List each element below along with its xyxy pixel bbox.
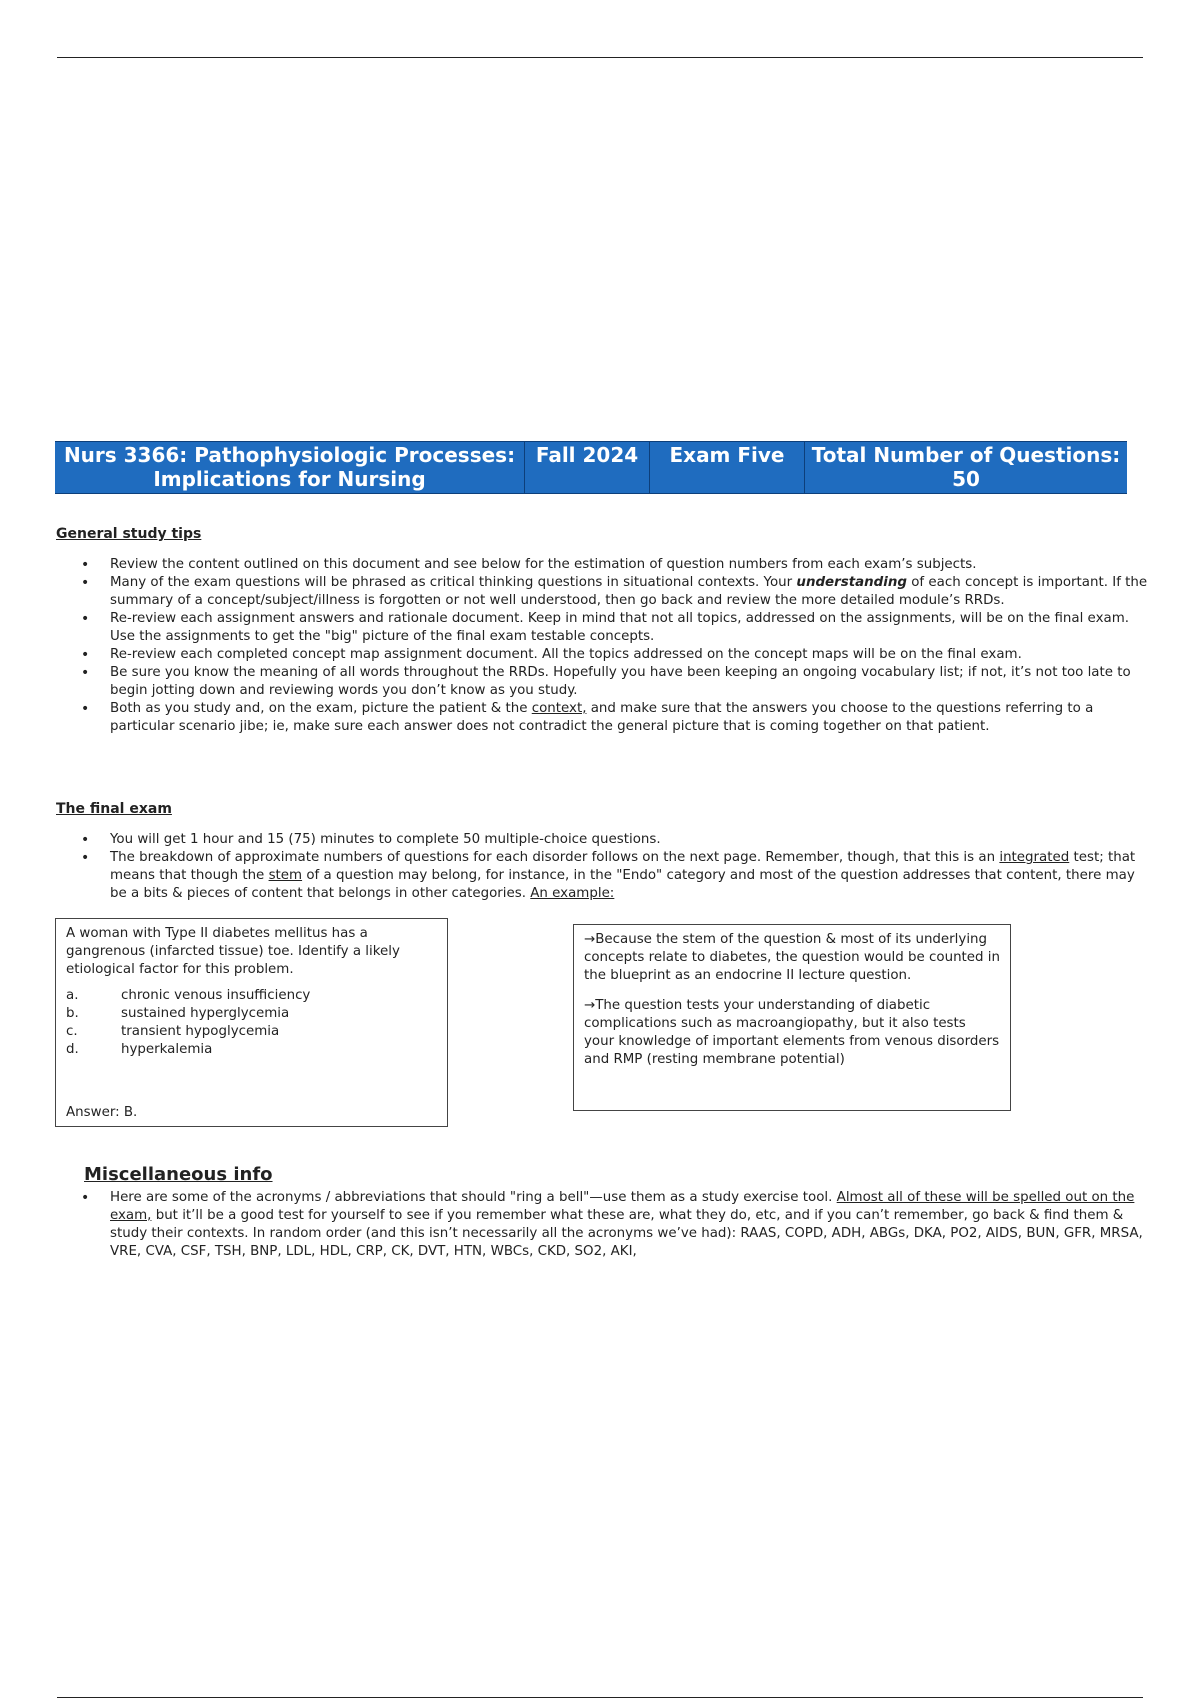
final-exam-heading: The final exam <box>56 801 172 817</box>
answer-text: Answer: B. <box>66 1105 138 1120</box>
misc-list <box>56 1189 1148 1261</box>
option-c: c. transient hypoglycemia <box>66 1024 280 1039</box>
list-item: • Re-review each completed concept map assignment document. All the topics addressed on the concept maps will be on the final exam. <box>110 646 1148 664</box>
explanation-paragraph-1: →Because the stem of the question & most of its underlying concepts relate to diabetes, the question would be counted in the blueprint as an endocrine II lecture question. <box>584 932 1001 983</box>
bottom-rule <box>57 1697 1143 1698</box>
exam-name: Exam Five <box>650 442 805 493</box>
total-questions: Total Number of Questions: 50 <box>811 443 1121 491</box>
list-item: • The breakdown of approximate numbers of questions for each disorder follows on the next page. Remember, though, that this is an integrated test; that means that though the stem of a question may belong, for instance, in the "Endo" category and most of the question addresses that content, there may be a bits & pieces of content that belongs in other categories. An example: <box>110 849 1148 903</box>
list-item: • Many of the exam questions will be phrased as critical thinking questions in situational contexts. Your understanding of each concept is important. If the summary of a concept/subject/illness is forgotten or not well understood, then go back and review the more detailed module’s RRDs. <box>110 574 1148 610</box>
final-exam-list <box>56 831 1148 903</box>
exam-header-banner <box>55 441 1127 494</box>
term: Fall 2024 <box>525 442 650 493</box>
top-rule <box>57 57 1143 58</box>
question-stem: A woman with Type II diabetes mellitus has a gangrenous (infarcted tissue) toe. Identify a likely etiological factor for this problem. <box>66 926 400 977</box>
option-d: d. hyperkalemia <box>66 1042 213 1057</box>
list-item: • Both as you study and, on the exam, picture the patient & the context, and make sure that the answers you choose to the questions referring to a particular scenario jibe; ie, make sure each answer does not contradict the general picture that is coming together on that patient. <box>110 700 1148 736</box>
study-tips-list <box>56 556 1148 736</box>
misc-heading: Miscellaneous info <box>84 1164 273 1185</box>
course-title: Nurs 3366: Pathophysiologic Processes: Implications for Nursing <box>55 442 525 493</box>
explanation-paragraph-2: →The question tests your understanding of diabetic complications such as macroangiopathy, but it also tests your knowledge of important elements from venous disorders and RMP (resting membrane potential) <box>584 998 1000 1067</box>
option-a: a. chronic venous insufficiency <box>66 988 311 1003</box>
list-item: • You will get 1 hour and 15 (75) minutes to complete 50 multiple-choice questions. <box>110 831 1148 849</box>
example-question-box <box>55 918 448 1127</box>
study-tips-heading: General study tips <box>56 526 202 542</box>
answer-options <box>66 987 437 1059</box>
list-item: • Be sure you know the meaning of all words throughout the RRDs. Hopefully you have been keeping an ongoing vocabulary list; if not, it’s not too late to begin jotting down and reviewing words you don’t know as you study. <box>110 664 1148 700</box>
list-item: • Review the content outlined on this document and see below for the estimation of question numbers from each exam’s subjects. <box>110 556 1148 574</box>
list-item: • Re-review each assignment answers and rationale document. Keep in mind that not all topics, addressed on the assignments, will be on the final exam. Use the assignments to get the "big" picture of the final exam testable concepts. <box>110 610 1148 646</box>
explanation-box <box>573 924 1011 1111</box>
list-item: • Here are some of the acronyms / abbreviations that should "ring a bell"—use them as a study exercise tool. Almost all of these will be spelled out on the exam, but it’ll be a good test for yourself to see if you remember what these are, what they do, etc, and if you can’t remember, go back & find them & study their contexts. In random order (and this isn’t necessarily all the acronyms we’ve had): RAAS, COPD, ADH, ABGs, DKA, PO2, AIDS, BUN, GFR, MRSA, VRE, CVA, CSF, TSH, BNP, LDL, HDL, CRP, CK, DVT, HTN, WBCs, CKD, SO2, AKI, <box>110 1189 1148 1261</box>
option-b: b. sustained hyperglycemia <box>66 1006 290 1021</box>
